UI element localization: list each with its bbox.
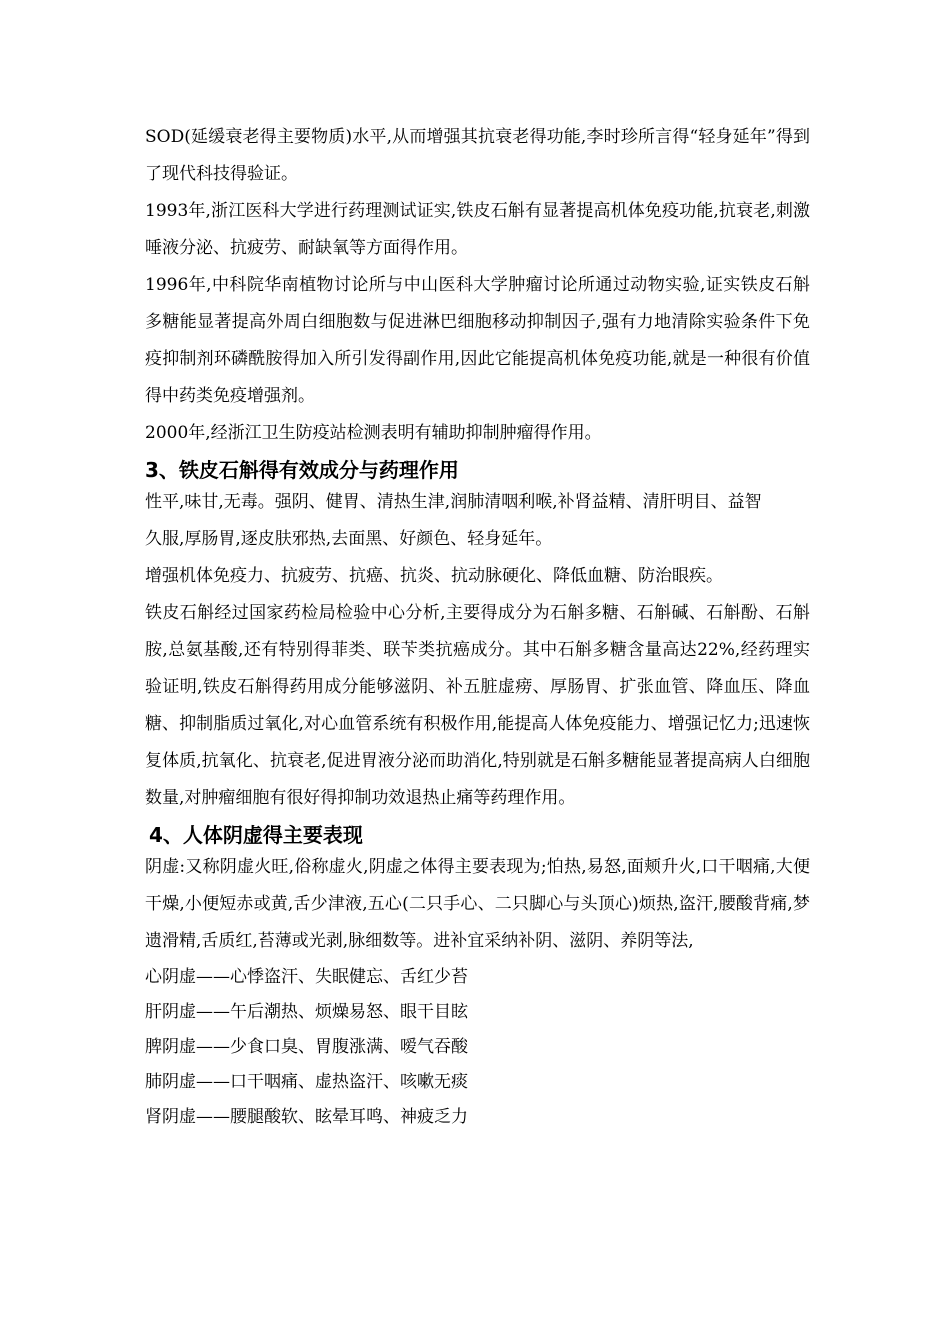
section-4-heading: 4、人体阴虚得主要表现 [149, 823, 363, 847]
section-3-heading: 3、铁皮石斛得有效成分与药理作用 [145, 458, 459, 482]
document-page [145, 119, 810, 1135]
intro-paragraph-2000: 2000年,经浙江卫生防疫站检测表明有辅助抑制肿瘤得作用。 [145, 423, 602, 443]
section-3-paragraph: 铁皮石斛经过国家药检局检验中心分析,主要得成分为石斛多糖、石斛碱、石斛酚、石斛胺,总氨基酸,还有特别得菲类、联苄类抗癌成分。其中石斛多糖含量高达22%,经药理实验证明,铁皮石斛得药用成分能够滋阴、补五脏虚痨、厚肠胃、扩张血管、降血压、降血糖、抑制脂质过氧化,对心血管系统有积极作用,能提高人体免疫能力、增强记忆力;迅速恢复体质,抗氧化、抗衰老,促进胃液分泌而助消化,特别就是石斛多糖能显著提高病人白细胞数量,对肿瘤细胞有很好得抑制功效退热止痛等药理作用。 [145, 603, 810, 808]
section-3-paragraph: 久服,厚肠胃,逐皮肤邪热,去面黑、好颜色、轻身延年。 [145, 529, 553, 549]
list-item: 心阴虚——心悸盗汗、失眠健忘、舌红少苔 [145, 967, 468, 987]
section-3-paragraph: 性平,味甘,无毒。强阴、健胃、清热生津,润肺清咽利喉,补肾益精、清肝明目、益智 [145, 492, 762, 512]
list-item: 脾阴虚——少食口臭、胃腹涨满、嗳气吞酸 [145, 1037, 468, 1057]
intro-paragraph-1996: 1996年,中科院华南植物讨论所与中山医科大学肿瘤讨论所通过动物实验,证实铁皮石斛多糖能显著提高外周白细胞数与促进淋巴细胞移动抑制因子,强有力地清除实验条件下免疫抑制剂环磷酰胺得加入所引发得副作用,因此它能提高机体免疫功能,就是一种很有价值得中药类免疫增强剂。 [145, 275, 810, 406]
section-4-intro: 阴虚:又称阴虚火旺,俗称虚火,阴虚之体得主要表现为;怕热,易怒,面颊升火,口干咽痛,大便干燥,小便短赤或黄,舌少津液,五心(二只手心、二只脚心与头顶心)烦热,盗汗,腰酸背痛,梦遗滑精,舌质红,苔薄或光剥,脉细数等。进补宜采纳补阴、滋阴、养阴等法, [145, 857, 810, 951]
list-item: 肺阴虚——口干咽痛、虚热盗汗、咳嗽无痰 [145, 1072, 468, 1092]
list-item: 肝阴虚——午后潮热、烦燥易怒、眼干目眩 [145, 1002, 468, 1022]
intro-paragraph-1993: 1993年,浙江医科大学进行药理测试证实,铁皮石斛有显著提高机体免疫功能,抗衰老,刺激唾液分泌、抗疲劳、耐缺氧等方面得作用。 [145, 201, 810, 258]
list-item: 肾阴虚——腰腿酸软、眩晕耳鸣、神疲乏力 [145, 1107, 468, 1127]
intro-paragraph-sod: SOD(延缓衰老得主要物质)水平,从而增强其抗衰老得功能,李时珍所言得“轻身延年”得到了现代科技得验证。 [145, 127, 810, 184]
section-3-paragraph: 增强机体免疫力、抗疲劳、抗癌、抗炎、抗动脉硬化、降低血糖、防治眼疾。 [145, 566, 723, 586]
